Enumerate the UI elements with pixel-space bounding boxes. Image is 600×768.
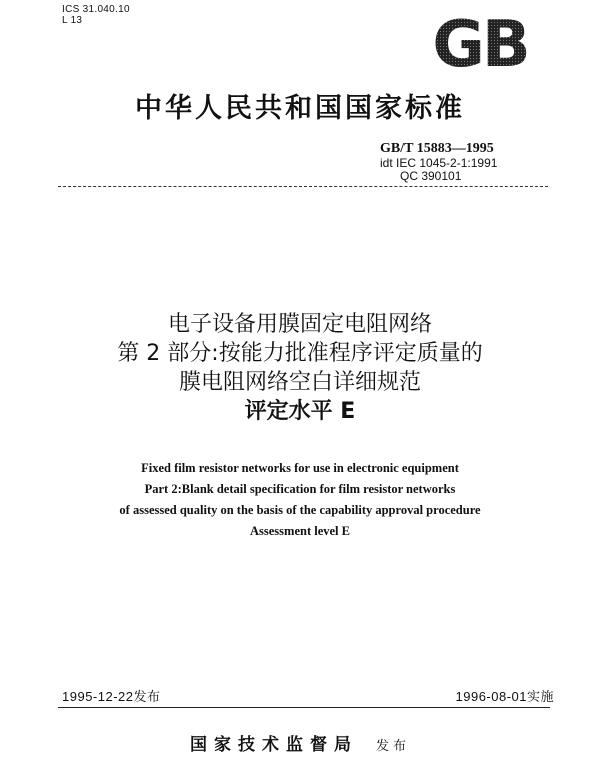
title-zh-line-1: 电子设备用膜固定电阻网络 (167, 312, 432, 337)
english-title (0, 458, 600, 542)
standard-number: GB/T 15883—1995 (380, 141, 494, 156)
idt-reference: idt IEC 1045-2-1:1991 (380, 156, 498, 170)
title-en-line-1: Fixed film resistor networks for use in electronic equipment (141, 461, 459, 475)
gb-logo-graphic (418, 12, 542, 72)
title-en-line-2: Part 2:Blank detail specification for film resistor networks (144, 482, 456, 496)
national-standard-heading: 中华人民共和国国家标准 (135, 93, 465, 124)
publisher-line (0, 734, 600, 758)
title-en-line-4: Assessment level E (250, 524, 350, 538)
qc-reference: QC 390101 (400, 169, 462, 183)
publisher-name: 国家技术监督局 (189, 735, 358, 755)
publish-action: 发布 (375, 739, 410, 754)
title-en-line-3: of assessed quality on the basis of the capability approval procedure (119, 503, 481, 517)
classification-codes (62, 4, 130, 26)
title-zh-line-3: 膜电阻网络空白详细规范 (178, 370, 421, 395)
chinese-title (0, 310, 600, 426)
ccs-code: L 13 (62, 15, 83, 26)
standard-codes (380, 141, 552, 183)
header-rule (58, 186, 548, 187)
logo-text: GB (432, 12, 528, 72)
implementation-date: 1996-08-01实施 (455, 689, 554, 704)
issue-date: 1995-12-22发布 (62, 689, 161, 704)
footer-rule (58, 707, 550, 708)
gb-logo (418, 12, 542, 72)
ics-code: ICS 31.040.10 (62, 4, 130, 15)
title-zh-line-4: 评定水平 E (244, 399, 356, 424)
title-zh-line-2: 第 2 部分:按能力批准程序评定质量的 (117, 341, 483, 366)
